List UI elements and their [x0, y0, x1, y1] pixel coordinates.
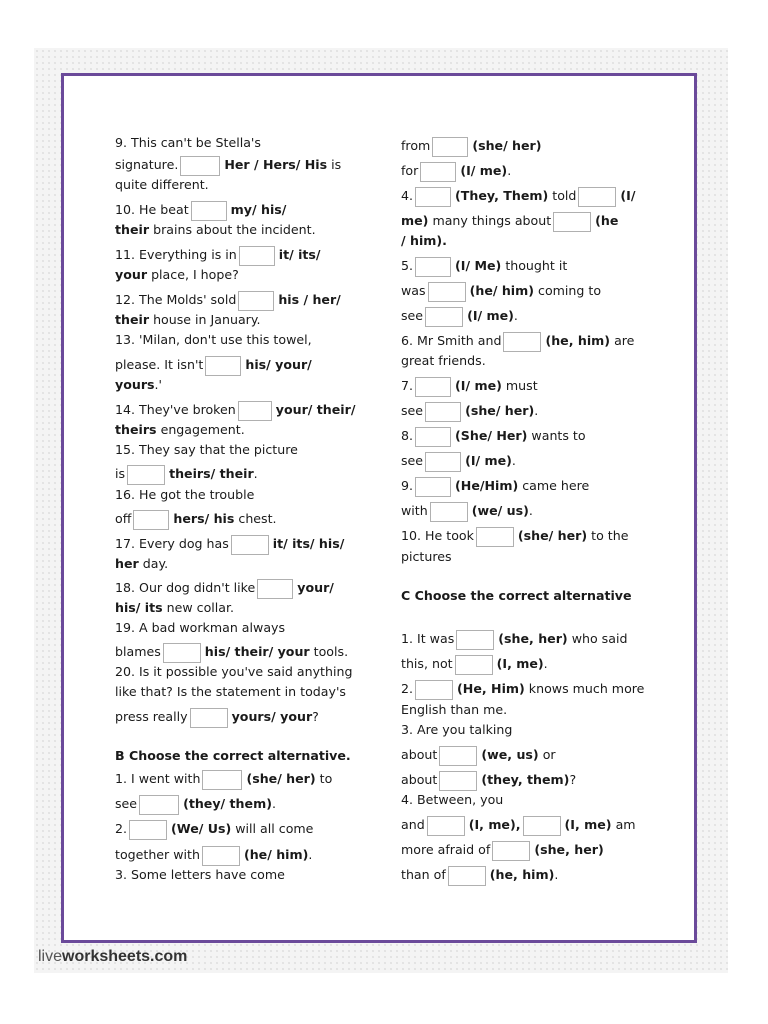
answer-box-b8a[interactable] [415, 427, 451, 447]
answer-box-b4b[interactable] [578, 187, 616, 207]
q13-line1: 13. 'Milan, don't use this towel, [115, 332, 312, 347]
q11-line2: your place, I hope? [115, 267, 239, 282]
answer-box-c4c[interactable] [492, 841, 530, 861]
b6-line1: 6. Mr Smith and (he, him) are [401, 330, 634, 352]
b3-line1: 3. Some letters have come [115, 867, 285, 882]
q20-line2: like that? Is the statement in today's [115, 684, 346, 699]
q18-line2: his/ its new collar. [115, 600, 235, 615]
answer-box-q10[interactable] [191, 201, 227, 221]
c4-line1: 4. Between, you [401, 792, 504, 807]
answer-box-q19[interactable] [163, 643, 201, 663]
section-b-heading: B Choose the correct alternative. [115, 748, 351, 763]
q15-line1: 15. They say that the picture [115, 442, 298, 457]
q17-line2: her day. [115, 556, 169, 571]
b9-line2: with (we/ us). [401, 500, 533, 522]
section-c-heading: C Choose the correct alternative [401, 588, 632, 603]
b9-line1: 9. (He/Him) came here [401, 475, 589, 497]
b3-line2: from (she/ her) [401, 135, 542, 157]
answer-box-c4d[interactable] [448, 866, 486, 886]
answer-box-q15[interactable] [127, 465, 165, 485]
q13-line2: please. It isn't his/ your/ [115, 354, 312, 376]
b8-line2: see (I/ me). [401, 450, 516, 472]
q17-line1: 17. Every dog has it/ its/ his/ [115, 533, 344, 555]
answer-box-b7b[interactable] [425, 402, 461, 422]
b2-line2: together with (he/ him). [115, 844, 312, 866]
answer-box-b4c[interactable] [553, 212, 591, 232]
answer-box-b1b[interactable] [139, 795, 179, 815]
answer-box-q18[interactable] [257, 579, 293, 599]
b4-line3: / him). [401, 233, 447, 248]
q18-line1: 18. Our dog didn't like your/ [115, 577, 334, 599]
b6-line2: great friends. [401, 353, 486, 368]
answer-box-q17[interactable] [231, 535, 269, 555]
answer-box-c1b[interactable] [455, 655, 493, 675]
answer-box-q14[interactable] [238, 401, 272, 421]
answer-box-c3b[interactable] [439, 771, 477, 791]
b1-line2: see (they/ them). [115, 793, 276, 815]
q20-line1: 20. Is it possible you've said anything [115, 664, 353, 679]
q9-line2: signature. Her / Hers/ His is [115, 154, 341, 176]
answer-box-b2a[interactable] [129, 820, 167, 840]
q20-line3: press really yours/ your? [115, 706, 319, 728]
answer-box-b2b[interactable] [202, 846, 240, 866]
q10-line1: 10. He beat my/ his/ [115, 199, 286, 221]
answer-box-b3b[interactable] [420, 162, 456, 182]
q16-line2: off hers/ his chest. [115, 508, 277, 530]
answer-box-c4b[interactable] [523, 816, 561, 836]
b4-line1: 4. (They, Them) told (I/ [401, 185, 635, 207]
q15-line2: is theirs/ their. [115, 463, 258, 485]
q19-line1: 19. A bad workman always [115, 620, 286, 635]
answer-box-q20[interactable] [190, 708, 228, 728]
b7-line2: see (she/ her). [401, 400, 538, 422]
answer-box-b10[interactable] [476, 527, 514, 547]
b5-line2: was (he/ him) coming to [401, 280, 601, 302]
liveworksheets-logo: liveworksheets.com [38, 948, 188, 965]
b3-line3: for (I/ me). [401, 160, 511, 182]
q10-line2: their brains about the incident. [115, 222, 316, 237]
answer-box-q9[interactable] [180, 156, 220, 176]
q14-line1: 14. They've broken your/ their/ [115, 399, 355, 421]
c3-line1: 3. Are you talking [401, 722, 513, 737]
answer-box-b8b[interactable] [425, 452, 461, 472]
b5-line1: 5. (I/ Me) thought it [401, 255, 567, 277]
b10-line1: 10. He took (she/ her) to the [401, 525, 628, 547]
answer-box-b1a[interactable] [202, 770, 242, 790]
q9-line1: 9. This can't be Stella's [115, 135, 261, 150]
answer-box-c4a[interactable] [427, 816, 465, 836]
q19-line2: blames his/ their/ your tools. [115, 641, 348, 663]
c1-line2: this, not (I, me). [401, 653, 548, 675]
answer-box-c3a[interactable] [439, 746, 477, 766]
q9-line3: quite different. [115, 177, 209, 192]
answer-box-b9b[interactable] [430, 502, 468, 522]
q13-line3: yours.' [115, 377, 163, 392]
q12-line2: their house in January. [115, 312, 261, 327]
answer-box-b5b[interactable] [428, 282, 466, 302]
c3-line2: about (we, us) or [401, 744, 556, 766]
q12-line1: 12. The Molds' sold his / her/ [115, 289, 341, 311]
answer-box-b4a[interactable] [415, 187, 451, 207]
q14-line2: theirs engagement. [115, 422, 245, 437]
answer-box-q12[interactable] [238, 291, 274, 311]
answer-box-q16[interactable] [133, 510, 169, 530]
b8-line1: 8. (She/ Her) wants to [401, 425, 586, 447]
b5-line3: see (I/ me). [401, 305, 518, 327]
c2-line2: English than me. [401, 702, 508, 717]
answer-box-b5c[interactable] [425, 307, 463, 327]
answer-box-b7a[interactable] [415, 377, 451, 397]
c2-line1: 2. (He, Him) knows much more [401, 678, 644, 700]
q11-line1: 11. Everything is in it/ its/ [115, 244, 321, 266]
b1-line1: 1. I went with (she/ her) to [115, 768, 332, 790]
c3-line3: about (they, them)? [401, 769, 576, 791]
b2-line1: 2. (We/ Us) will all come [115, 818, 313, 840]
answer-box-c2[interactable] [415, 680, 453, 700]
b10-line2: pictures [401, 549, 452, 564]
c4-line3: more afraid of (she, her) [401, 839, 604, 861]
c4-line2: and (I, me), (I, me) am [401, 814, 636, 836]
answer-box-b9a[interactable] [415, 477, 451, 497]
b7-line1: 7. (I/ me) must [401, 375, 538, 397]
answer-box-b3a[interactable] [432, 137, 468, 157]
answer-box-c1a[interactable] [456, 630, 494, 650]
answer-box-b5a[interactable] [415, 257, 451, 277]
c1-line1: 1. It was (she, her) who said [401, 628, 627, 650]
answer-box-q11[interactable] [239, 246, 275, 266]
c4-line4: than of (he, him). [401, 864, 558, 886]
answer-box-q13[interactable] [205, 356, 241, 376]
answer-box-b6[interactable] [503, 332, 541, 352]
b4-line2: me) many things about (he [401, 210, 618, 232]
q16-line1: 16. He got the trouble [115, 487, 255, 502]
